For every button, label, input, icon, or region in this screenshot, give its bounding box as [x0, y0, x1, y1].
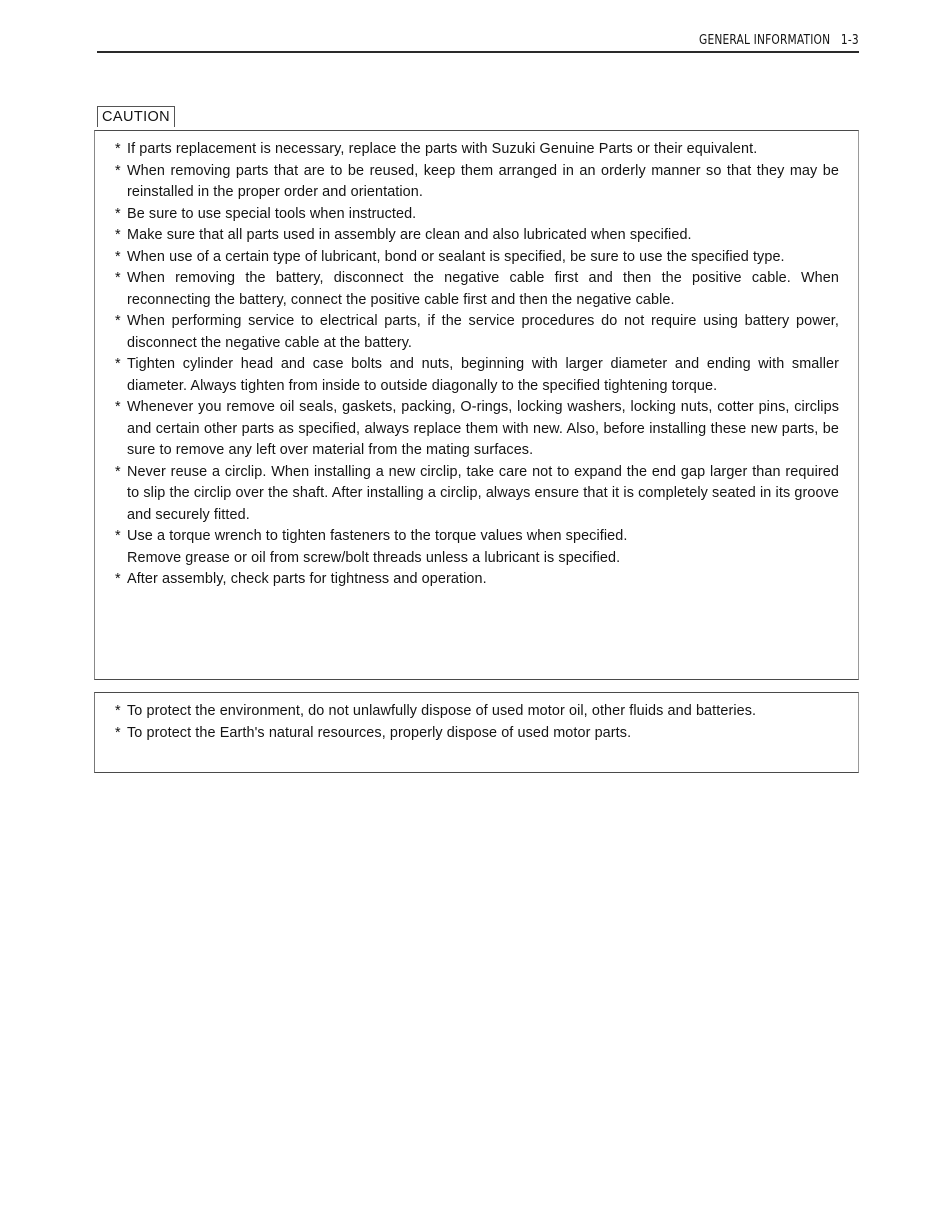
bullet-asterisk: * — [115, 205, 121, 222]
caution-item — [115, 247, 839, 269]
environment-item-text: To protect the environment, do not unlawfully dispose of used motor oil, other fluids and batteries. — [127, 703, 757, 719]
caution-item-text: When removing parts that are to be reused, keep them arranged in an orderly manner so that they may be reinstalled in the proper order and orientation. — [127, 162, 839, 200]
bullet-asterisk: * — [115, 162, 121, 179]
caution-item-text: Never reuse a circlip. When installing a new circlip, take care not to expand the end gap larger than required to slip the circlip over the shaft. After installing a circlip, always ensure that it is completely seated in its groove and securely fitted. — [127, 463, 839, 523]
caution-item-text: Tighten cylinder head and case bolts and nuts, beginning with larger diameter and ending with smaller diameter. Always tighten from inside to outside diagonally to the specified tightening torque. — [127, 356, 839, 394]
caution-item-text: When use of a certain type of lubricant, bond or sealant is specified, be sure to use the specified type. — [127, 248, 785, 265]
caution-item — [115, 268, 839, 311]
environment-notice-box — [94, 692, 859, 773]
bullet-asterisk: * — [115, 141, 121, 157]
caution-item-text: Make sure that all parts used in assembly are clean and also lubricated when specified. — [127, 227, 692, 243]
bullet-asterisk: * — [115, 528, 121, 544]
caution-item — [115, 462, 839, 527]
caution-box — [94, 130, 859, 680]
caution-item — [115, 225, 839, 247]
caution-item-subtext: Remove grease or oil from screw/bolt threads unless a lubricant is specified. — [127, 549, 621, 566]
caution-item-text: If parts replacement is necessary, replace the parts with Suzuki Genuine Parts or their equivalent. — [127, 141, 758, 157]
environment-item — [115, 723, 839, 745]
bullet-asterisk: * — [115, 463, 121, 480]
environment-item-text: To protect the Earth's natural resources, properly dispose of used motor parts. — [127, 724, 632, 741]
bullet-asterisk: * — [115, 703, 121, 719]
caution-item — [115, 204, 839, 226]
bullet-asterisk: * — [115, 724, 121, 741]
bullet-asterisk: * — [115, 227, 121, 243]
caution-item-text: When performing service to electrical parts, if the service procedures do not require using battery power, disconnect the negative cable at the battery. — [127, 313, 839, 351]
caution-item — [115, 569, 839, 591]
environment-list — [115, 701, 839, 744]
bullet-asterisk: * — [115, 356, 121, 372]
caution-item — [115, 311, 839, 354]
caution-item — [115, 161, 839, 204]
caution-list — [115, 139, 839, 591]
caution-item-text: After assembly, check parts for tightness and operation. — [127, 571, 487, 587]
caution-item — [115, 139, 839, 161]
caution-item — [115, 354, 839, 397]
caution-item-text: Be sure to use special tools when instructed. — [127, 205, 417, 222]
caution-item-text: When removing the battery, disconnect the negative cable first and then the positive cable. When reconnecting the battery, connect the positive cable first and then the negative cable. — [127, 270, 839, 308]
caution-item — [115, 526, 839, 569]
section-title: GENERAL INFORMATION — [699, 33, 831, 48]
bullet-asterisk: * — [115, 571, 121, 587]
caution-item-text: Use a torque wrench to tighten fasteners to the torque values when specified. — [127, 528, 628, 544]
caution-item — [115, 397, 839, 462]
bullet-asterisk: * — [115, 399, 121, 415]
page-number: 1-3 — [841, 33, 859, 48]
page-header — [97, 30, 859, 52]
header-rule — [97, 51, 859, 53]
caution-item-text: Whenever you remove oil seals, gaskets, packing, O-rings, locking washers, locking nuts, cotter pins, circlips and certain other parts as specified, always replace them with new. Also, before installing these new parts, be sure to remove any left over material from the mating surfaces. — [127, 399, 839, 458]
bullet-asterisk: * — [115, 313, 121, 329]
bullet-asterisk: * — [115, 248, 121, 265]
environment-item — [115, 701, 839, 723]
running-head — [699, 33, 859, 48]
caution-label: CAUTION — [97, 106, 175, 127]
bullet-asterisk: * — [115, 270, 121, 286]
